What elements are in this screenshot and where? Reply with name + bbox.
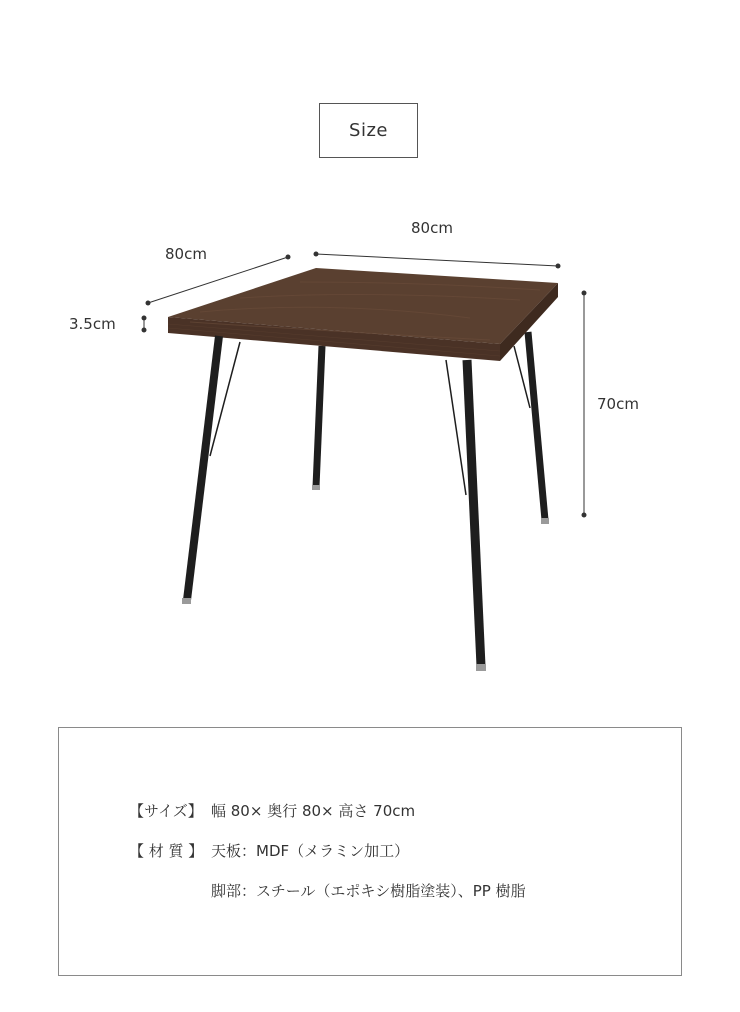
front-left-leg — [182, 336, 240, 604]
thickness-label: 3.5cm — [69, 315, 116, 333]
height-dimension-line — [582, 291, 587, 518]
spec-material-legs: 脚部：スチール（エポキシ樹脂塗装）、PP 樹脂 — [211, 882, 526, 900]
spec-material-top: 天板：MDF（メラミン加工） — [211, 842, 410, 860]
size-title-text: Size — [349, 120, 388, 141]
spec-size-key: 【サイズ】 — [129, 802, 203, 820]
tabletop — [168, 268, 558, 361]
depth-label: 80cm — [165, 245, 207, 263]
back-left-leg — [312, 346, 322, 490]
back-right-leg — [514, 332, 549, 524]
spec-material-key: 【 材 質 】 — [129, 842, 204, 860]
spec-panel — [58, 727, 682, 976]
front-right-leg — [446, 360, 486, 671]
width-dimension-line — [314, 252, 561, 269]
thickness-dimension-line — [142, 316, 147, 333]
width-label: 80cm — [411, 219, 453, 237]
spec-size-value: 幅 80× 奥行 80× 高さ 70cm — [211, 802, 416, 820]
height-label: 70cm — [597, 395, 639, 413]
